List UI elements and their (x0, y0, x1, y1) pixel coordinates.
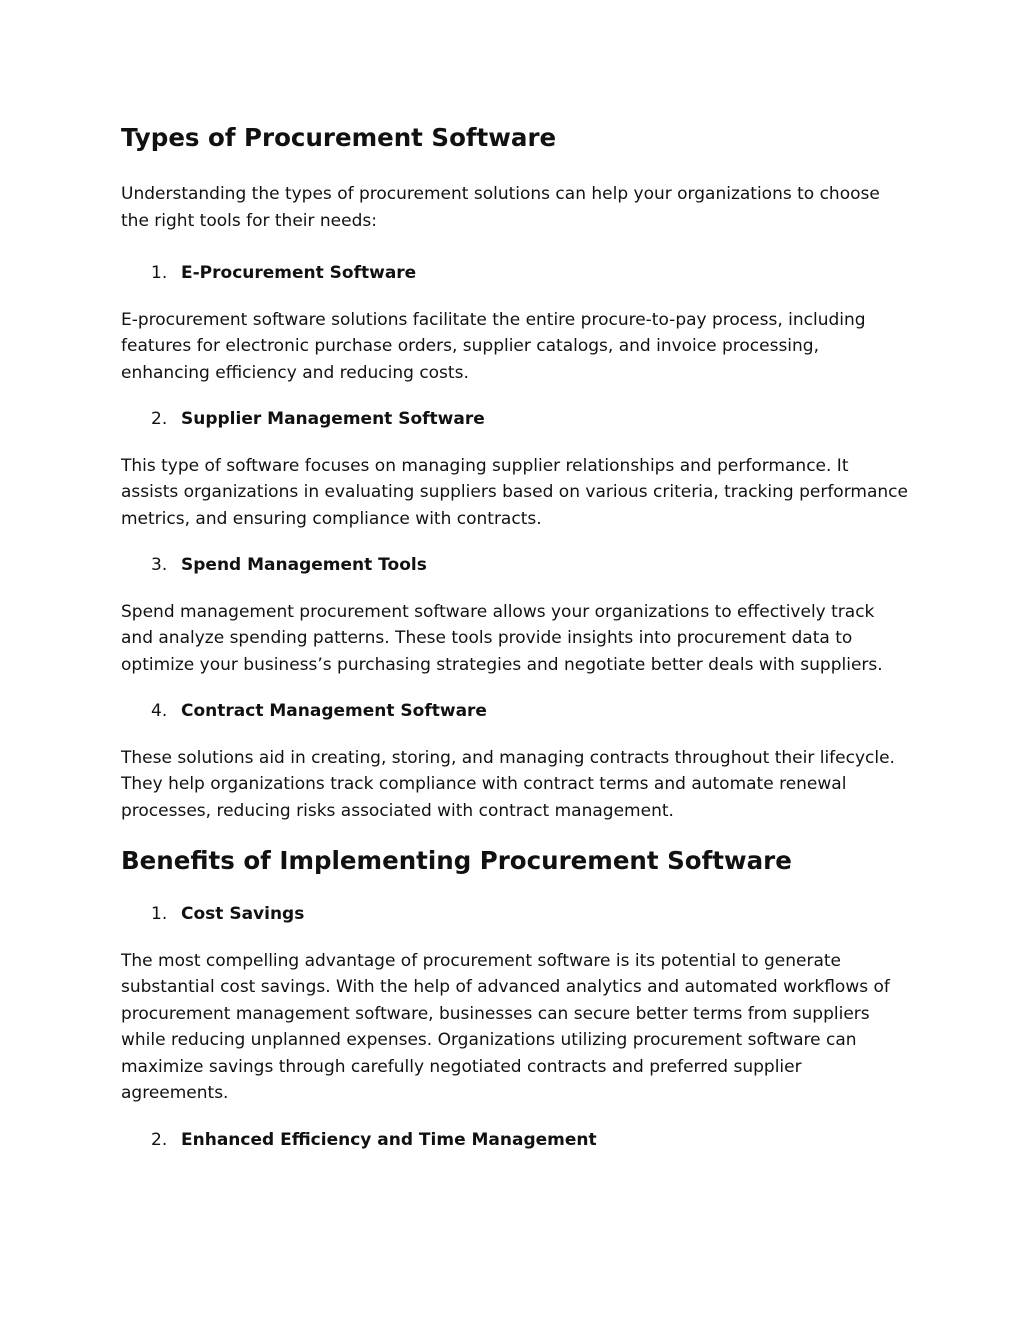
list-number: 4. (151, 701, 168, 721)
list-item-contract-management (121, 698, 911, 725)
document-page (121, 118, 911, 1153)
section-heading-benefits: Benefits of Implementing Procurement Software (121, 846, 792, 875)
list-item-title: Spend Management Tools (181, 555, 427, 575)
list-item-cost-savings (121, 901, 911, 928)
e-procurement-paragraph: E-procurement software solutions facilitate the entire procure-to-pay process, including features for electronic purchase orders, supplier catalogs, and invoice processing, enhancing efficiency and reducing costs. (121, 309, 866, 383)
list-item-title: Supplier Management Software (181, 409, 485, 429)
list-number: 2. (151, 409, 168, 429)
list-item-enhanced-efficiency (121, 1127, 911, 1154)
list-number: 1. (151, 904, 168, 924)
list-number: 3. (151, 555, 168, 575)
list-item-spend-management (121, 552, 911, 579)
section-heading-types: Types of Procurement Software (121, 123, 557, 152)
spend-management-paragraph: Spend management procurement software allows your organizations to effectively track and analyze spending patterns. These tools provide insights into procurement data to optimize your business’s purchasing strategies and negotiate better deals with suppliers. (121, 601, 883, 675)
list-item-title: E-Procurement Software (181, 263, 417, 283)
list-item-title: Cost Savings (181, 904, 305, 924)
cost-savings-paragraph: The most compelling advantage of procurement software is its potential to generate substantial cost savings. With the help of advanced analytics and automated workflows of procurement management software, businesses can secure better terms from suppliers while reducing unplanned expenses. Organizations utilizing procurement software can maximize savings through carefully negotiated contracts and preferred supplier agreements. (121, 950, 890, 1103)
list-item-e-procurement (121, 260, 911, 287)
list-number: 1. (151, 263, 168, 283)
list-item-supplier-management (121, 406, 911, 433)
supplier-management-paragraph: This type of software focuses on managing supplier relationships and performance. It assists organizations in evaluating suppliers based on various criteria, tracking performance metrics, and ensuring compliance with contracts. (121, 455, 908, 529)
list-item-title: Enhanced Efficiency and Time Management (181, 1129, 597, 1150)
list-item-title: Contract Management Software (181, 701, 487, 721)
list-number: 2. (151, 1129, 168, 1150)
contract-management-paragraph: These solutions aid in creating, storing, and managing contracts throughout their lifecycle. They help organizations track compliance with contract terms and automate renewal processes, reducing risks associated with contract management. (121, 747, 895, 821)
types-intro-paragraph: Understanding the types of procurement solutions can help your organizations to choose the right tools for their needs: (121, 184, 880, 231)
